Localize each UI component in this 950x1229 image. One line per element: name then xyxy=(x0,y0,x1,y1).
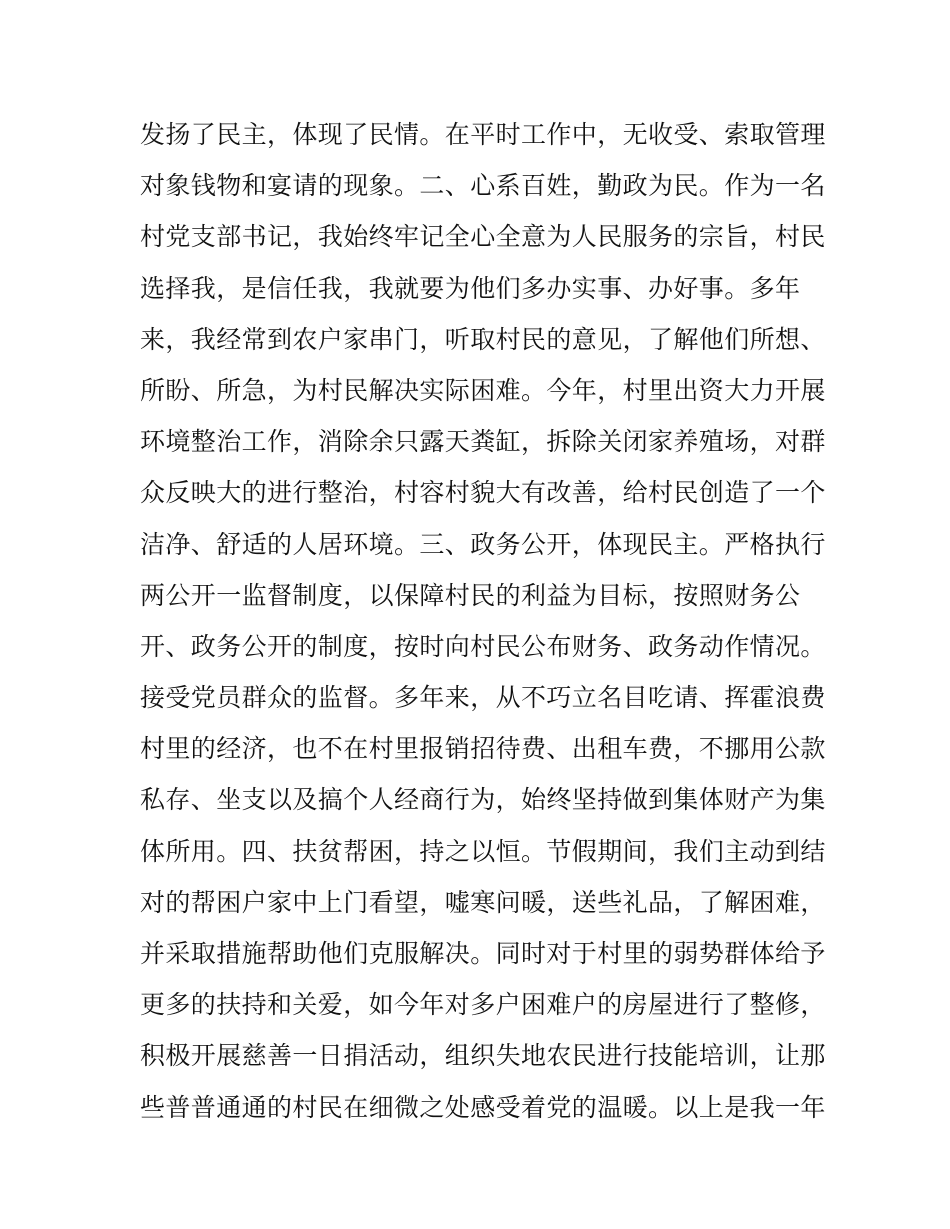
text-line: 洁净、舒适的人居环境。三、政务公开，体现民主。严格执行 xyxy=(140,529,826,559)
text-line: 选择我，是信任我，我就要为他们多办实事、办好事。多年 xyxy=(140,273,801,303)
text-line: 开、政务公开的制度，按时向村民公布财务、政务动作情况。 xyxy=(140,631,826,661)
text-line: 接受党员群众的监督。多年来，从不巧立名目吃请、挥霍浪费 xyxy=(140,683,826,713)
text-line: 体所用。四、扶贫帮困，持之以恒。节假期间，我们主动到结 xyxy=(140,836,826,866)
text-line: 众反映大的进行整治，村容村貌大有改善，给村民创造了一个 xyxy=(140,478,826,508)
text-line: 对象钱物和宴请的现象。二、心系百姓，勤政为民。作为一名 xyxy=(140,171,826,201)
body-text xyxy=(140,109,826,1133)
text-line: 所盼、所急，为村民解决实际困难。今年，村里出资大力开展 xyxy=(140,375,826,405)
text-line: 更多的扶持和关爱，如今年对多户困难户的房屋进行了整修， xyxy=(140,990,826,1020)
text-line: 发扬了民主，体现了民情。在平时工作中，无收受、索取管理 xyxy=(140,120,826,149)
text-line: 环境整治工作，消除余只露天粪缸，拆除关闭家养殖场，对群 xyxy=(140,427,826,457)
text-line: 两公开一监督制度，以保障村民的利益为目标，按照财务公 xyxy=(140,580,801,610)
text-line: 并采取措施帮助他们克服解决。同时对于村里的弱势群体给予 xyxy=(140,939,826,968)
text-line: 些普普通通的村民在细微之处感受着党的温暖。以上是我一年 xyxy=(140,1092,826,1122)
text-line: 私存、坐支以及搞个人经商行为，始终坚持做到集体财产为集 xyxy=(140,785,826,815)
text-line: 积极开展慈善一日捐活动，组织失地农民进行技能培训，让那 xyxy=(140,1041,826,1071)
text-line: 来，我经常到农户家串门，听取村民的意见，了解他们所想、 xyxy=(140,324,826,354)
text-line: 对的帮困户家中上门看望，嘘寒问暖，送些礼品，了解困难， xyxy=(140,887,826,917)
text-line: 村里的经济，也不在村里报销招待费、出租车费，不挪用公款 xyxy=(140,734,826,764)
text-line: 村党支部书记，我始终牢记全心全意为人民服务的宗旨，村民 xyxy=(140,222,826,252)
